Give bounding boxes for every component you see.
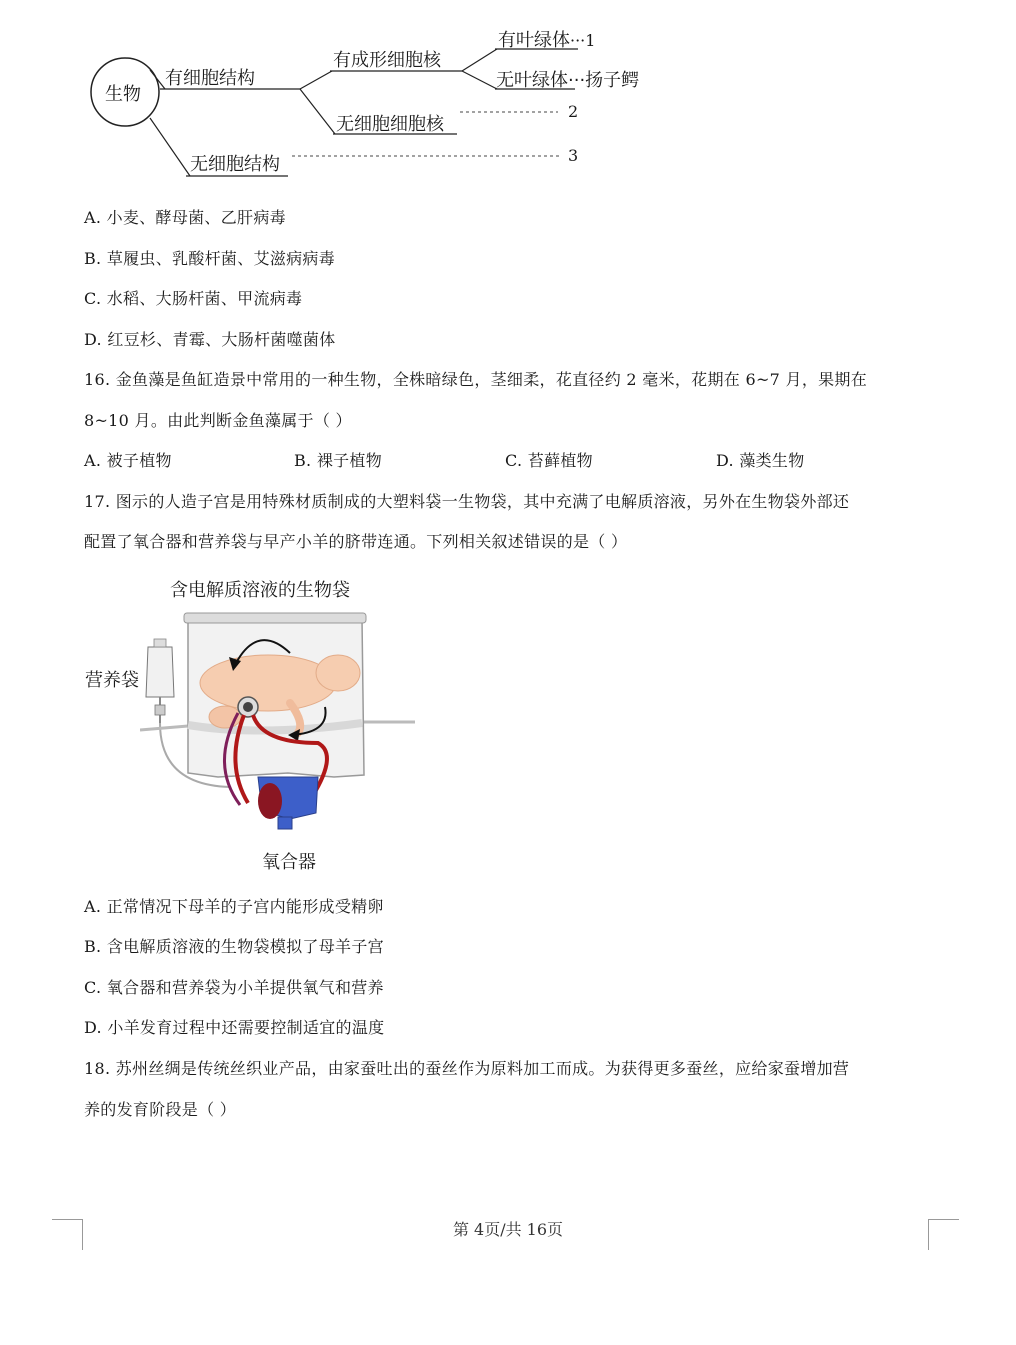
leaf-1-label: ···1 xyxy=(570,31,596,50)
diagram-label-2: 2 xyxy=(568,102,579,121)
q16-option-a: A. 被子植物 xyxy=(84,451,172,470)
diagram-root-label: 生物 xyxy=(105,84,141,105)
q15-option-d: D. 红豆杉、青霉、大肠杆菌噬菌体 xyxy=(84,330,336,349)
q15-option-c: C. 水稻、大肠杆菌、甲流病毒 xyxy=(84,289,303,308)
branch-cell-structure: 有细胞结构 xyxy=(165,68,255,89)
q17-option-c: C. 氧合器和营养袋为小羊提供氧气和营养 xyxy=(84,978,384,997)
diagram-label-3: 3 xyxy=(568,146,579,165)
q17-option-d: D. 小羊发育过程中还需要控制适宜的温度 xyxy=(84,1018,385,1037)
q16-option-b: B. 裸子植物 xyxy=(294,451,383,470)
q17-option-a: A. 正常情况下母羊的子宫内能形成受精卵 xyxy=(84,897,384,916)
q17-stem-line1: 17. 图示的人造子宫是用特殊材质制成的大塑料袋一生物袋，其中充满了电解质溶液，另外在生物袋外部还 xyxy=(84,492,850,511)
oxygenator-label: 氧合器 xyxy=(262,852,316,873)
q16-option-d: D. 藻类生物 xyxy=(716,451,805,470)
leaf-alligator-label: ···扬子鳄 xyxy=(568,70,640,91)
q16-option-c: C. 苔藓植物 xyxy=(505,451,593,470)
nutrition-bag-label: 营养袋 xyxy=(85,670,139,691)
page-footer: 第 4页/共 16页 xyxy=(452,1220,564,1239)
branch-nucleus-formed: 有成形细胞核 xyxy=(333,50,441,71)
q18-stem-line2: 养的发育阶段是（ ） xyxy=(84,1100,237,1119)
branch-no-cell-structure: 无细胞结构 xyxy=(190,154,280,175)
q18-stem-line1: 18. 苏州丝绸是传统丝织业产品，由家蚕吐出的蚕丝作为原料加工而成。为获得更多蚕丝，应给家蚕增加营 xyxy=(84,1059,850,1078)
branch-nucleus-none: 无细胞细胞核 xyxy=(336,114,444,135)
q17-stem-line2: 配置了氧合器和营养袋与早产小羊的脐带连通。下列相关叙述错误的是（ ） xyxy=(84,532,628,551)
q16-stem-line2: 8~10 月。由此判断金鱼藻属于（ ） xyxy=(84,411,352,430)
artificial-womb-illustration xyxy=(140,605,420,845)
branch-chloroplast-yes xyxy=(498,26,595,52)
q17-option-b: B. 含电解质溶液的生物袋模拟了母羊子宫 xyxy=(84,937,384,956)
q15-option-b: B. 草履虫、乳酸杆菌、艾滋病病毒 xyxy=(84,249,336,268)
chloroplast-no-label: 无叶绿体 xyxy=(496,70,568,91)
branch-chloroplast-no xyxy=(496,66,639,92)
q15-option-a: A. 小麦、酵母菌、乙肝病毒 xyxy=(84,208,286,227)
bio-bag-label: 含电解质溶液的生物袋 xyxy=(170,580,350,601)
q16-stem-line1: 16. 金鱼藻是鱼缸造景中常用的一种生物，全株暗绿色，茎细柔，花直径约 2 毫米，花期在 6~7 月，果期在 xyxy=(84,370,868,389)
chloroplast-yes-label: 有叶绿体 xyxy=(498,30,570,51)
